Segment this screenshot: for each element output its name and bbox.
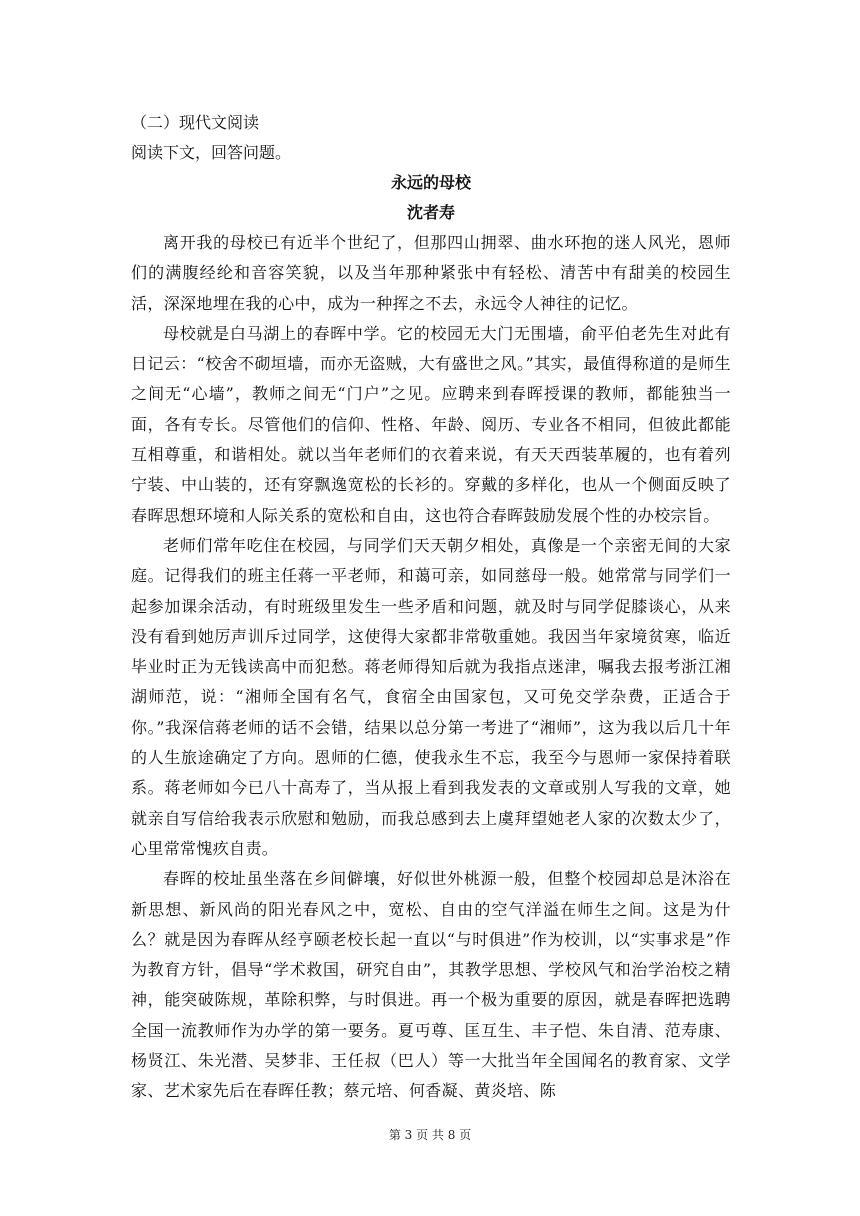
article-paragraph-3: 老师们常年吃住在校园，与同学们天天朝夕相处，真像是一个亲密无间的大家庭。记得我们的班主任蒋一平老师，和蔼可亲，如同慈母一般。她常常与同学们一起参加课余活动，有时班级里发生一些矛盾和问题，就及时与同学促膝谈心，从来没有看到她厉声训斥过同学，这使得大家都非常敬重她。我因当年家境贫寒，临近毕业时正为无钱读高中而犯愁。蒋老师得知后就为我指点迷津，嘱我去报考浙江湘湖师范，说：“湘师全国有名气，食宿全由国家包，又可免交学杂费，正适合于你。”我深信蒋老师的话不会错，结果以总分第一考进了“湘师”，这为我以后几十年的人生旅途确定了方向。恩师的仁德，使我永生不忘，我至今与恩师一家保持着联系。蒋老师如今已八十高寿了，当从报上看到我发表的文章或别人写我的文章，她就亲自写信给我表示欣慰和勉励，而我总感到去上虞拜望她老人家的次数太少了，心里常常愧疚自责。 (131, 535, 731, 858)
article-paragraph-2: 母校就是白马湖上的春晖中学。它的校园无大门无围墙，俞平伯老先生对此有日记云：“校舍不砌垣墙，而亦无盗贼，大有盛世之风。”其实，最值得称道的是师生之间无“心墙”，教师之间无“门户”之见。应聘来到春晖授课的教师，都能独当一面，各有专长。尽管他们的信仰、性格、年龄、阅历、专业各不相同，但彼此都能互相尊重，和谐相处。就以当年老师们的衣着来说，有天天西装革履的，也有着列宁装、中山装的，还有穿飘逸宽松的长衫的。穿戴的多样化，也从一个侧面反映了春晖思想环境和人际关系的宽松和自由，这也符合春晖鼓励发展个性的办校宗旨。 (131, 323, 731, 525)
section-heading: （二）现代文阅读 (131, 113, 260, 132)
page-content (131, 108, 731, 1107)
article-title: 永远的母校 (390, 173, 471, 192)
article-paragraph-4: 春晖的校址虽坐落在乡间僻壤，好似世外桃源一般，但整个校园却总是沐浴在新思想、新风尚的阳光春风之中，宽松、自由的空气洋溢在师生之间。这是为什么？就是因为春晖从经亨颐老校长起一直以“与时俱进”作为校训，以“实事求是”作为教育方针，倡导“学术救国，研究自由”，其教学思想、学校风气和治学治校之精神，能突破陈规，革除积弊，与时俱进。再一个极为重要的原因，就是春晖把选聘全国一流教师作为办学的第一要务。夏丏尊、匡互生、丰子恺、朱自清、范寿康、杨贤江、朱光潜、吴梦非、王任叔（巴人）等一大批当年全国闻名的教育家、文学家、艺术家先后在春晖任教；蔡元培、何香凝、黄炎培、陈 (131, 869, 731, 1101)
article-paragraph-1: 离开我的母校已有近半个世纪了，但那四山拥翠、曲水环抱的迷人风光，恩师们的满腹经纶和音容笑貌，以及当年那种紧张中有轻松、清苦中有甜美的校园生活，深深地埋在我的心中，成为一种挥之不去，永远令人神往的记忆。 (131, 233, 731, 313)
article-author: 沈者寿 (406, 203, 455, 222)
reading-instruction: 阅读下文，回答问题。 (131, 143, 292, 162)
page-number-footer: 第 3 页 共 8 页 (388, 1128, 472, 1142)
